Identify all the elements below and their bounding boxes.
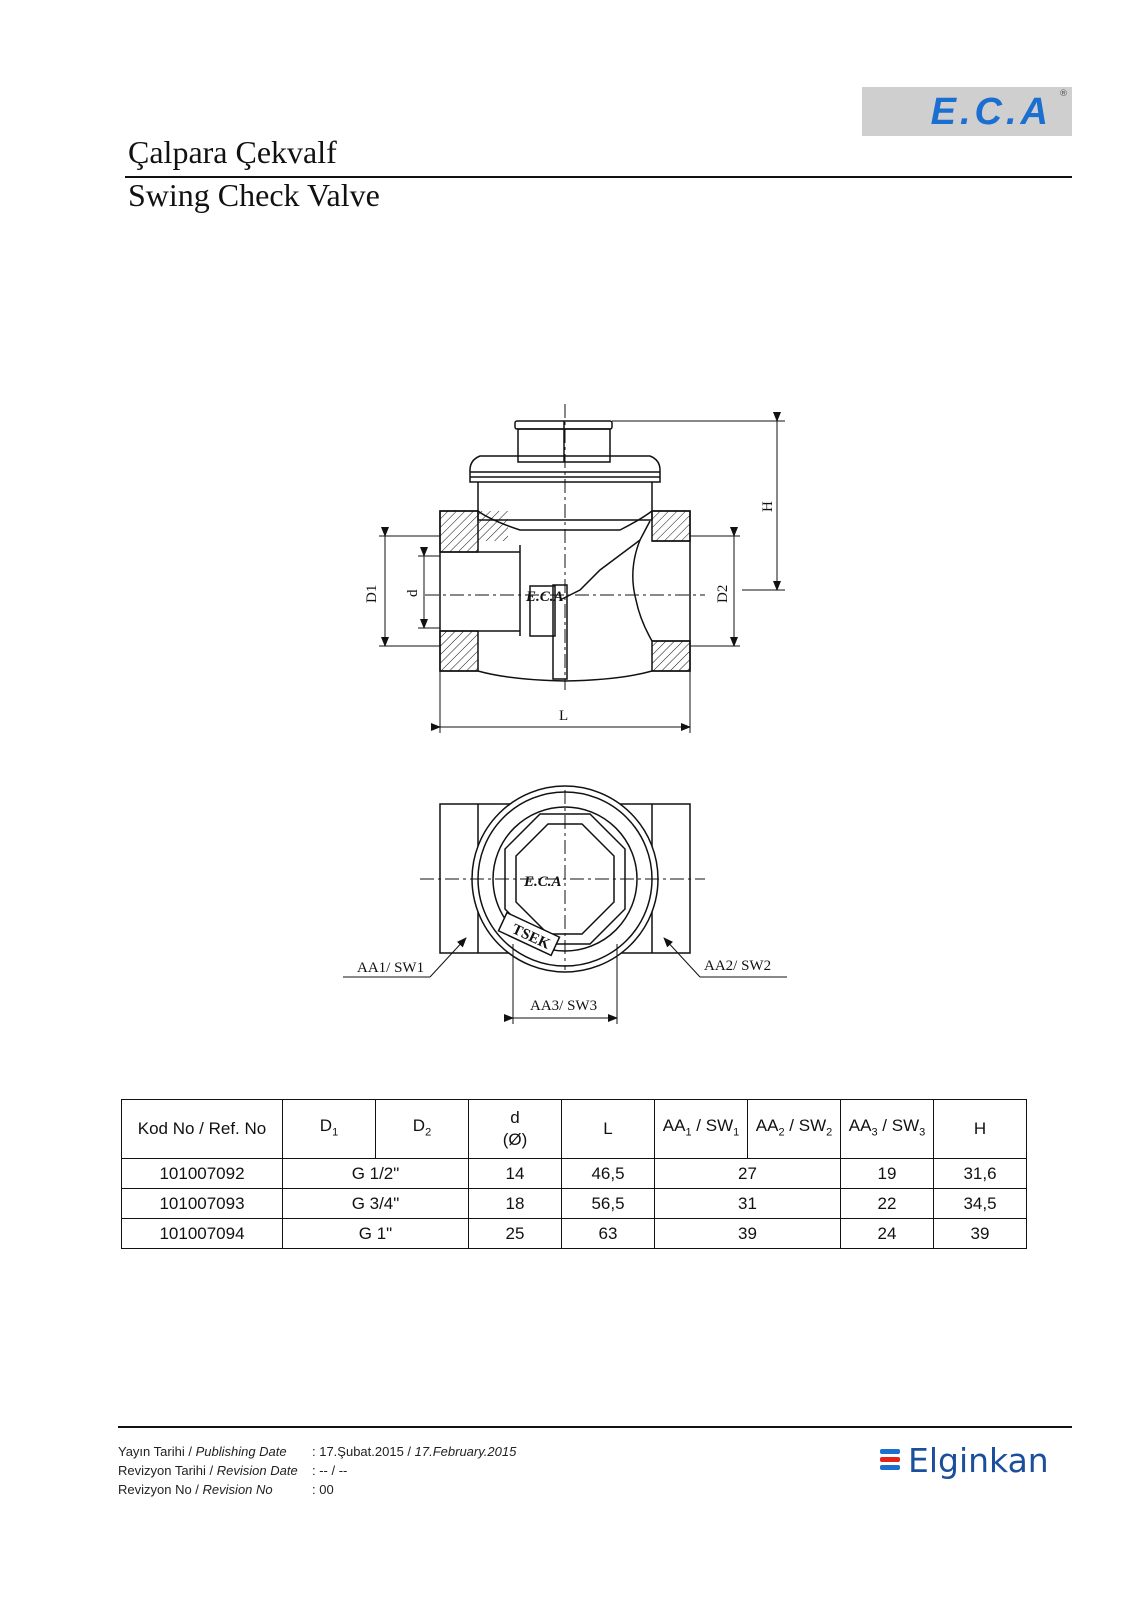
cell-aa12: 27 (655, 1159, 841, 1189)
dim-label-d2: D2 (715, 584, 731, 603)
dim-label-d1: D1 (364, 584, 380, 603)
dim-label-l: L (559, 708, 569, 724)
cell-kod: 101007092 (122, 1159, 283, 1189)
cell-aa12: 39 (655, 1219, 841, 1249)
eca-logo-text: E.C.A (930, 91, 1052, 133)
cell-thread: G 1" (283, 1219, 469, 1249)
col-aa3: $AA_3 / SW_3$ (841, 1100, 934, 1159)
col-aa1: $AA_1 / SW_1$ (655, 1100, 748, 1159)
footer-divider (118, 1426, 1072, 1428)
dim-label-aa3: AA3/ SW3 (530, 998, 598, 1014)
revision-no-line: Revizyon No / Revision No : 00 (118, 1482, 334, 1497)
col-d: d (Ø) (469, 1100, 562, 1159)
cell-d: 25 (469, 1219, 562, 1249)
col-aa2: $AA_2 / SW_2$ (748, 1100, 841, 1159)
cell-d: 14 (469, 1159, 562, 1189)
top-logo-mark: E.C.A (524, 874, 562, 890)
footer-info (118, 1442, 516, 1499)
cell-aa3: 22 (841, 1189, 934, 1219)
table-header-row (122, 1100, 1027, 1159)
cell-thread: G 3/4" (283, 1189, 469, 1219)
cell-kod: 101007093 (122, 1189, 283, 1219)
cell-l: 63 (562, 1219, 655, 1249)
revision-date-line: Revizyon Tarihi / Revision Date : -- / -- (118, 1463, 348, 1478)
dim-label-aa1: AA1/ SW1 (357, 960, 425, 976)
cell-aa3: 19 (841, 1159, 934, 1189)
col-d1: $D_1$ (283, 1100, 376, 1159)
cell-thread: G 1/2" (283, 1159, 469, 1189)
cell-d: 18 (469, 1189, 562, 1219)
col-l: L (562, 1100, 655, 1159)
tsek-tag: TSEK (509, 921, 553, 953)
col-h: H (934, 1100, 1027, 1159)
elginkan-logo-icon (880, 1449, 900, 1473)
dim-label-d: d (405, 589, 421, 597)
cell-kod: 101007094 (122, 1219, 283, 1249)
cell-aa12: 31 (655, 1189, 841, 1219)
front-view (425, 404, 705, 690)
dim-label-h: H (760, 501, 776, 512)
col-d2: $D_2$ (376, 1100, 469, 1159)
spec-table (121, 1099, 1027, 1249)
cell-h: 34,5 (934, 1189, 1027, 1219)
table-row (122, 1189, 1027, 1219)
body-logo-mark: E.C.A (526, 589, 564, 605)
registered-mark: ® (1059, 89, 1068, 99)
page-title-tr: Çalpara Çekvalf (128, 134, 337, 170)
publishing-date-line: Yayın Tarihi / Publishing Date : 17.Şubat.2015 / 17.February.2015 (118, 1444, 517, 1459)
elginkan-logo (880, 1441, 1072, 1483)
table-row (122, 1219, 1027, 1249)
table-row (122, 1159, 1027, 1189)
cell-aa3: 24 (841, 1219, 934, 1249)
dim-label-aa2: AA2/ SW2 (704, 958, 772, 974)
cell-h: 39 (934, 1219, 1027, 1249)
cell-l: 46,5 (562, 1159, 655, 1189)
cell-l: 56,5 (562, 1189, 655, 1219)
col-kod: Kod No / Ref. No (122, 1100, 283, 1159)
page-title-en: Swing Check Valve (128, 177, 380, 213)
elginkan-logo-text: Elginkan (908, 1441, 1049, 1480)
cell-h: 31,6 (934, 1159, 1027, 1189)
top-view (420, 786, 705, 972)
